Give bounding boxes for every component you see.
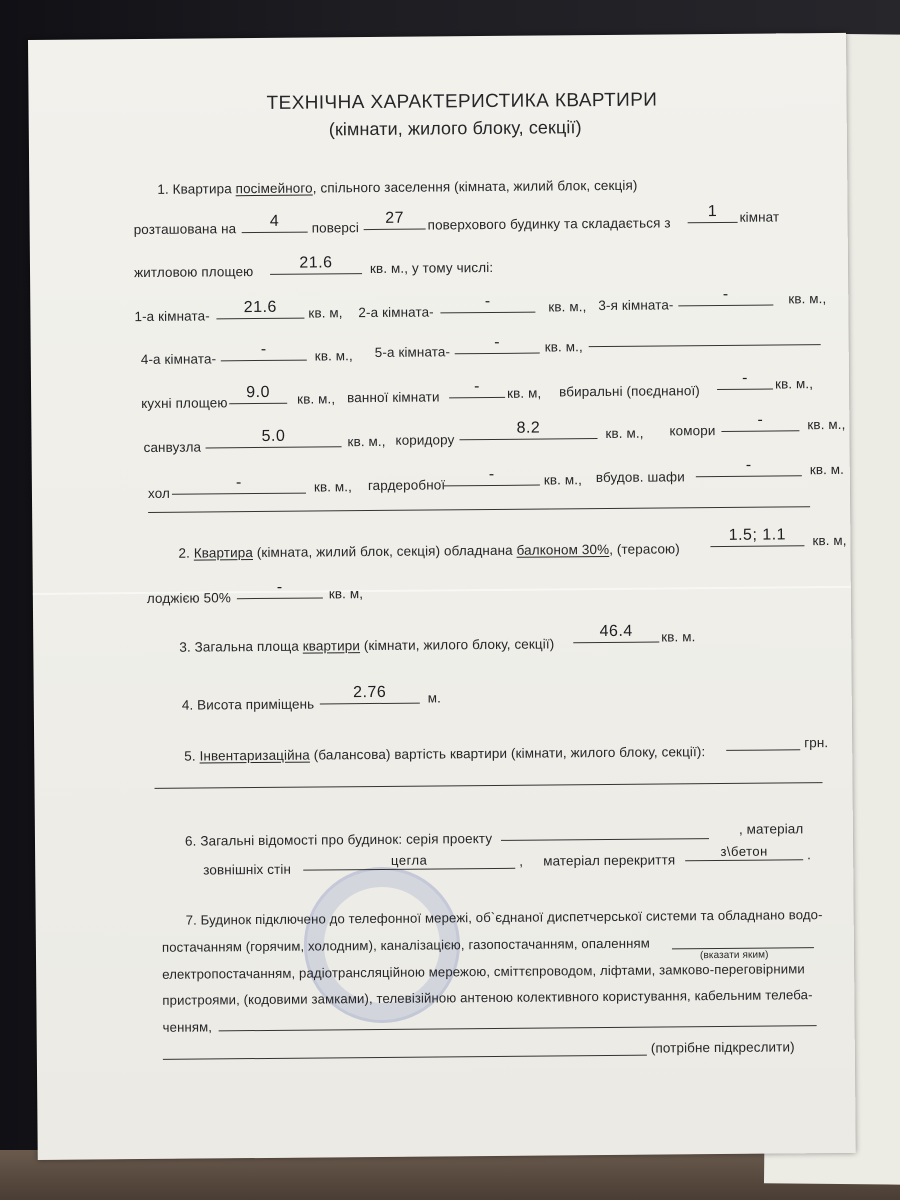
height-unit: м.: [427, 690, 442, 706]
s3-pre: 3. Загальна площа: [179, 638, 303, 655]
balcony-value: 1.5; 1.1: [728, 526, 787, 544]
height-value: 2.76: [353, 683, 387, 702]
total-area-unit: кв. м.: [661, 629, 696, 645]
height-field: [320, 685, 420, 705]
kitchen-field: [229, 385, 287, 405]
hall-label: хол: [147, 485, 171, 501]
loggia-field: [237, 579, 323, 599]
s5-blank-line: [155, 781, 823, 789]
room5-label: 5-а кімната-: [374, 344, 451, 360]
floor-field: [242, 214, 308, 234]
s1-blank-line: [148, 505, 810, 513]
s6-material-label: , матеріал: [738, 821, 804, 837]
value-field: [726, 731, 800, 751]
wc-unit: кв. м.,: [347, 433, 386, 450]
kitchen-unit: кв. м.,: [297, 391, 336, 407]
s2-post: , (терасою): [609, 541, 680, 557]
floor-value: 4: [269, 212, 280, 230]
s5-line: [184, 744, 705, 764]
living-area-value: 21.6: [299, 254, 333, 272]
loggia-value: -: [276, 578, 283, 596]
located-on-label: розташована на: [133, 221, 237, 238]
hall-unit: кв. м.,: [313, 479, 353, 495]
heating-hint: (вказати яким): [699, 949, 769, 962]
hall-value: -: [235, 474, 242, 492]
total-area-value: 46.4: [599, 622, 633, 641]
living-area-field: [270, 255, 362, 275]
balcony-field: [710, 527, 804, 547]
wc-value: 5.0: [261, 427, 286, 445]
room1-unit: кв. м,: [308, 305, 343, 321]
hall-field: [172, 475, 306, 495]
total-area-field: [573, 624, 659, 644]
storage-label: комори: [669, 423, 716, 439]
rooms-label: кімнат: [739, 209, 780, 225]
s2-underlined-apartment: Квартира: [193, 545, 254, 561]
loggia-label: лоджією 50%: [146, 590, 231, 606]
s7-line1: 7. Будинок підключено до телефонної мережі, об`єднаної диспетчерської системи та обладнано водо-: [185, 907, 823, 928]
walls-comma: ,: [519, 853, 524, 869]
toilet-unit: кв. м.,: [774, 376, 814, 392]
document-subtitle: (кімнати, жилого блоку, секції): [328, 117, 582, 140]
rooms-value: 1: [707, 202, 718, 221]
room5-blank-line: [589, 343, 821, 347]
walls-field: [303, 850, 515, 871]
balcony-unit: кв. м,: [812, 532, 847, 549]
room5-field: [455, 335, 540, 355]
storage-unit: кв. м.,: [807, 416, 846, 433]
storeys-field: [364, 211, 426, 231]
room4-unit: кв. м.,: [314, 348, 353, 364]
bath-value: -: [474, 378, 481, 396]
corridor-field: [459, 420, 597, 440]
room3-value: -: [722, 285, 729, 303]
corridor-unit: кв. м.,: [605, 425, 644, 441]
floor-material-field: [685, 841, 803, 861]
builtin-value: -: [745, 456, 752, 474]
room2-value: -: [484, 292, 491, 311]
s1-l1-post: , спільного заселення (кімната, жилий блок, секція): [312, 177, 638, 196]
s5-pre: 5.: [184, 748, 200, 764]
room3-label: 3-я кімната-: [598, 297, 674, 314]
s7-tail: (потрібне підкреслити): [650, 1039, 795, 1056]
s3-line: [179, 636, 554, 654]
kitchen-label: кухні площею: [141, 395, 228, 412]
height-label: 4. Висота приміщень: [181, 696, 315, 713]
s2-pre: 2.: [178, 545, 194, 561]
s3-underlined: квартири: [302, 638, 361, 654]
s1-l1-pre: 1. Квартира: [157, 181, 236, 197]
s7-line5: ченням,: [162, 1019, 213, 1035]
wardrobe-field: [444, 467, 540, 487]
s6-series-label: 6. Загальні відомості про будинок: серія проекту: [184, 830, 493, 849]
builtin-unit: кв. м.: [809, 461, 845, 478]
kitchen-value: 9.0: [246, 383, 271, 402]
room2-field: [440, 294, 535, 314]
s7-line2: постачанням (горячим, холодним), каналізацією, газопостачанням, опаленням: [161, 935, 650, 955]
document-page: [28, 33, 856, 1160]
s2-mid: (кімната, жилий блок, секція) обладнана: [252, 542, 517, 561]
room4-field: [221, 342, 307, 362]
storage-value: -: [757, 411, 764, 429]
floor-material-value: з\бетон: [720, 843, 768, 859]
bath-label: ванної кімнати: [347, 389, 440, 406]
wc-field: [205, 428, 341, 448]
floor-material-label: матеріал перекриття: [543, 852, 676, 869]
walls-label: зовнішніх стін: [203, 861, 292, 878]
value-value: [726, 748, 800, 749]
living-area-suffix: кв. м., у тому числі:: [369, 259, 494, 277]
room2-unit: кв. м.,: [548, 299, 587, 315]
room1-field: [216, 300, 304, 320]
s1-l1-underlined: посімейного: [235, 180, 313, 197]
living-area-label: житловою площею: [133, 264, 254, 281]
wc-label: санвузла: [143, 439, 202, 456]
s1-line1: [157, 178, 637, 197]
series-value: [501, 837, 709, 839]
storeys-label: поверхового будинку та складається з: [427, 215, 671, 233]
document-title: ТЕХНІЧНА ХАРАКТЕРИСТИКА КВАРТИРИ: [266, 89, 658, 114]
room1-value: 21.6: [243, 298, 277, 317]
wardrobe-unit: кв. м.,: [543, 472, 582, 488]
loggia-unit: кв. м,: [328, 586, 364, 602]
s5-post: (балансова) вартість квартири (кімнати, жилого блоку, секції):: [309, 744, 706, 763]
s7-line4: пристроями, (кодовими замками), телевізійною антеною колективного користування, кабельним телеба-: [162, 987, 813, 1008]
room4-value: -: [260, 340, 267, 358]
corridor-label: коридору: [395, 432, 455, 448]
room3-unit: кв. м.,: [788, 291, 827, 307]
s2-line1: [178, 541, 679, 560]
s3-post: (кімнати, жилого блоку, секції): [359, 636, 555, 654]
storeys-value: 27: [385, 209, 405, 227]
toilet-label: вбиральні (поєднаної): [559, 383, 700, 400]
wardrobe-label: гардеробної: [367, 477, 446, 494]
bath-field: [449, 379, 505, 398]
builtin-label: вбудов. шафи: [595, 469, 685, 486]
cable-blank-line: [219, 1024, 817, 1031]
series-field: [501, 820, 709, 841]
s7-final-blank-line: [163, 1054, 647, 1060]
storage-field: [721, 412, 799, 432]
toilet-field: [717, 371, 773, 390]
corridor-value: 8.2: [516, 419, 541, 437]
s2-underlined-balcony: балконом 30%: [516, 541, 610, 558]
room2-label: 2-а кімната-: [358, 304, 434, 321]
room4-label: 4-а кімната-: [140, 351, 217, 368]
room3-field: [678, 287, 773, 307]
rooms-field: [687, 204, 737, 223]
builtin-field: [696, 457, 802, 477]
bath-unit: кв. м,: [507, 385, 542, 401]
value-unit: грн.: [804, 735, 829, 751]
s5-underlined: Інвентаризаційна: [199, 747, 310, 764]
room1-label: 1-а кімната-: [134, 308, 210, 325]
wardrobe-value: -: [488, 465, 495, 483]
room5-value: -: [494, 333, 501, 351]
s7-line3: електропостачанням, радіотрансляційною мережою, сміттєпроводом, ліфтами, замково-переговірними: [162, 961, 805, 982]
room5-unit: кв. м.,: [544, 339, 583, 355]
floor-label: поверсі: [311, 220, 360, 236]
floor-material-dot: .: [807, 847, 812, 863]
walls-value: цегла: [390, 852, 428, 868]
toilet-value: -: [741, 369, 748, 387]
